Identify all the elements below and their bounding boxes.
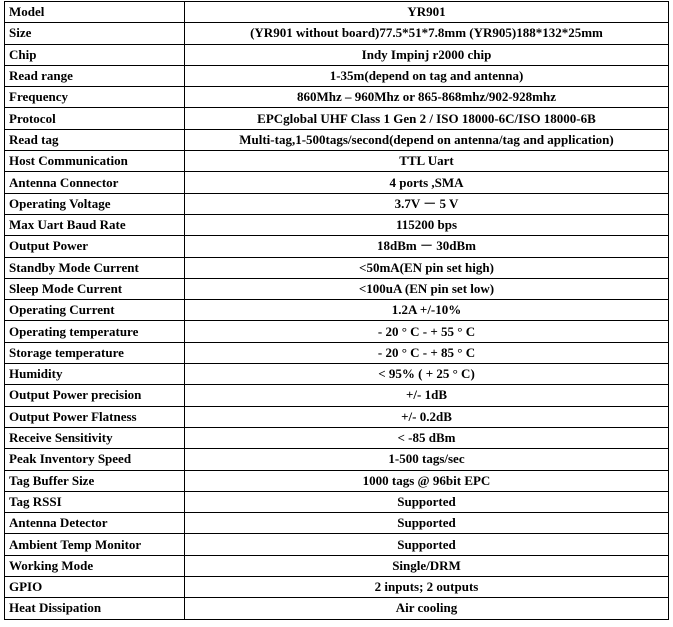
spec-value-cell: Supported [185, 513, 669, 534]
table-row [5, 108, 669, 129]
spec-value-cell: - 20 ° C - + 55 ° C [185, 321, 669, 342]
spec-label-cell: Size [5, 23, 185, 44]
spec-value-cell: (YR901 without board)77.5*51*7.8mm (YR905)188*132*25mm [185, 23, 669, 44]
spec-label-cell: Storage temperature [5, 342, 185, 363]
spec-label-cell: Sleep Mode Current [5, 278, 185, 299]
spec-table [4, 1, 669, 620]
table-row [5, 555, 669, 576]
spec-value-cell: <100uA (EN pin set low) [185, 278, 669, 299]
table-row [5, 193, 669, 214]
spec-value-cell: 18dBm － 30dBm [185, 236, 669, 257]
spec-label-cell: Antenna Detector [5, 513, 185, 534]
spec-label-cell: Read tag [5, 129, 185, 150]
spec-value-cell: EPCglobal UHF Class 1 Gen 2 / ISO 18000-6C/ISO 18000-6B [185, 108, 669, 129]
spec-label-cell: Protocol [5, 108, 185, 129]
spec-label-cell: Output Power [5, 236, 185, 257]
table-row [5, 470, 669, 491]
spec-label-cell: Operating Current [5, 300, 185, 321]
spec-value-cell: Indy Impinj r2000 chip [185, 44, 669, 65]
spec-value-cell: 2 inputs; 2 outputs [185, 577, 669, 598]
spec-value-cell: - 20 ° C - + 85 ° C [185, 342, 669, 363]
spec-value-cell: Multi-tag,1-500tags/second(depend on antenna/tag and application) [185, 129, 669, 150]
table-row [5, 385, 669, 406]
spec-label-cell: Chip [5, 44, 185, 65]
table-row [5, 300, 669, 321]
spec-label-cell: Working Mode [5, 555, 185, 576]
spec-label-cell: Tag RSSI [5, 491, 185, 512]
table-row [5, 427, 669, 448]
spec-value-cell: 1.2A +/-10% [185, 300, 669, 321]
spec-label-cell: Heat Dissipation [5, 598, 185, 619]
table-row [5, 364, 669, 385]
spec-label-cell: Operating temperature [5, 321, 185, 342]
table-row [5, 534, 669, 555]
spec-label-cell: Frequency [5, 87, 185, 108]
table-row [5, 129, 669, 150]
table-row [5, 321, 669, 342]
spec-value-cell: 3.7V － 5 V [185, 193, 669, 214]
spec-value-cell: < -85 dBm [185, 427, 669, 448]
spec-label-cell: Peak Inventory Speed [5, 449, 185, 470]
spec-label-cell: Standby Mode Current [5, 257, 185, 278]
spec-value-cell: Supported [185, 491, 669, 512]
spec-label-cell: Operating Voltage [5, 193, 185, 214]
spec-value-cell: +/- 1dB [185, 385, 669, 406]
table-row [5, 236, 669, 257]
table-row [5, 406, 669, 427]
header-value-cell: YR901 [185, 2, 669, 23]
table-row [5, 342, 669, 363]
spec-value-cell: 1000 tags @ 96bit EPC [185, 470, 669, 491]
spec-value-cell: 115200 bps [185, 214, 669, 235]
spec-label-cell: GPIO [5, 577, 185, 598]
spec-value-cell: TTL Uart [185, 151, 669, 172]
table-row [5, 23, 669, 44]
table-row [5, 214, 669, 235]
table-row [5, 278, 669, 299]
table-row [5, 65, 669, 86]
spec-label-cell: Max Uart Baud Rate [5, 214, 185, 235]
spec-value-cell: <50mA(EN pin set high) [185, 257, 669, 278]
table-row [5, 491, 669, 512]
table-row [5, 449, 669, 470]
spec-label-cell: Read range [5, 65, 185, 86]
spec-label-cell: Output Power Flatness [5, 406, 185, 427]
table-row [5, 151, 669, 172]
spec-value-cell: 1-35m(depend on tag and antenna) [185, 65, 669, 86]
spec-label-cell: Receive Sensitivity [5, 427, 185, 448]
header-label-cell: Model [5, 2, 185, 23]
spec-value-cell: +/- 0.2dB [185, 406, 669, 427]
spec-label-cell: Antenna Connector [5, 172, 185, 193]
spec-value-cell: < 95% ( + 25 ° C) [185, 364, 669, 385]
spec-value-cell: Air cooling [185, 598, 669, 619]
table-row [5, 598, 669, 619]
spec-value-cell: 1-500 tags/sec [185, 449, 669, 470]
spec-label-cell: Host Communication [5, 151, 185, 172]
table-row [5, 172, 669, 193]
spec-value-cell: 4 ports ,SMA [185, 172, 669, 193]
spec-value-cell: Single/DRM [185, 555, 669, 576]
table-row [5, 87, 669, 108]
table-row [5, 257, 669, 278]
spec-table-body [5, 2, 669, 620]
spec-label-cell: Tag Buffer Size [5, 470, 185, 491]
spec-value-cell: Supported [185, 534, 669, 555]
table-row [5, 44, 669, 65]
spec-label-cell: Ambient Temp Monitor [5, 534, 185, 555]
spec-value-cell: 860Mhz – 960Mhz or 865-868mhz/902-928mhz [185, 87, 669, 108]
table-row [5, 513, 669, 534]
table-row [5, 577, 669, 598]
spec-label-cell: Output Power precision [5, 385, 185, 406]
table-header-row [5, 2, 669, 23]
spec-label-cell: Humidity [5, 364, 185, 385]
